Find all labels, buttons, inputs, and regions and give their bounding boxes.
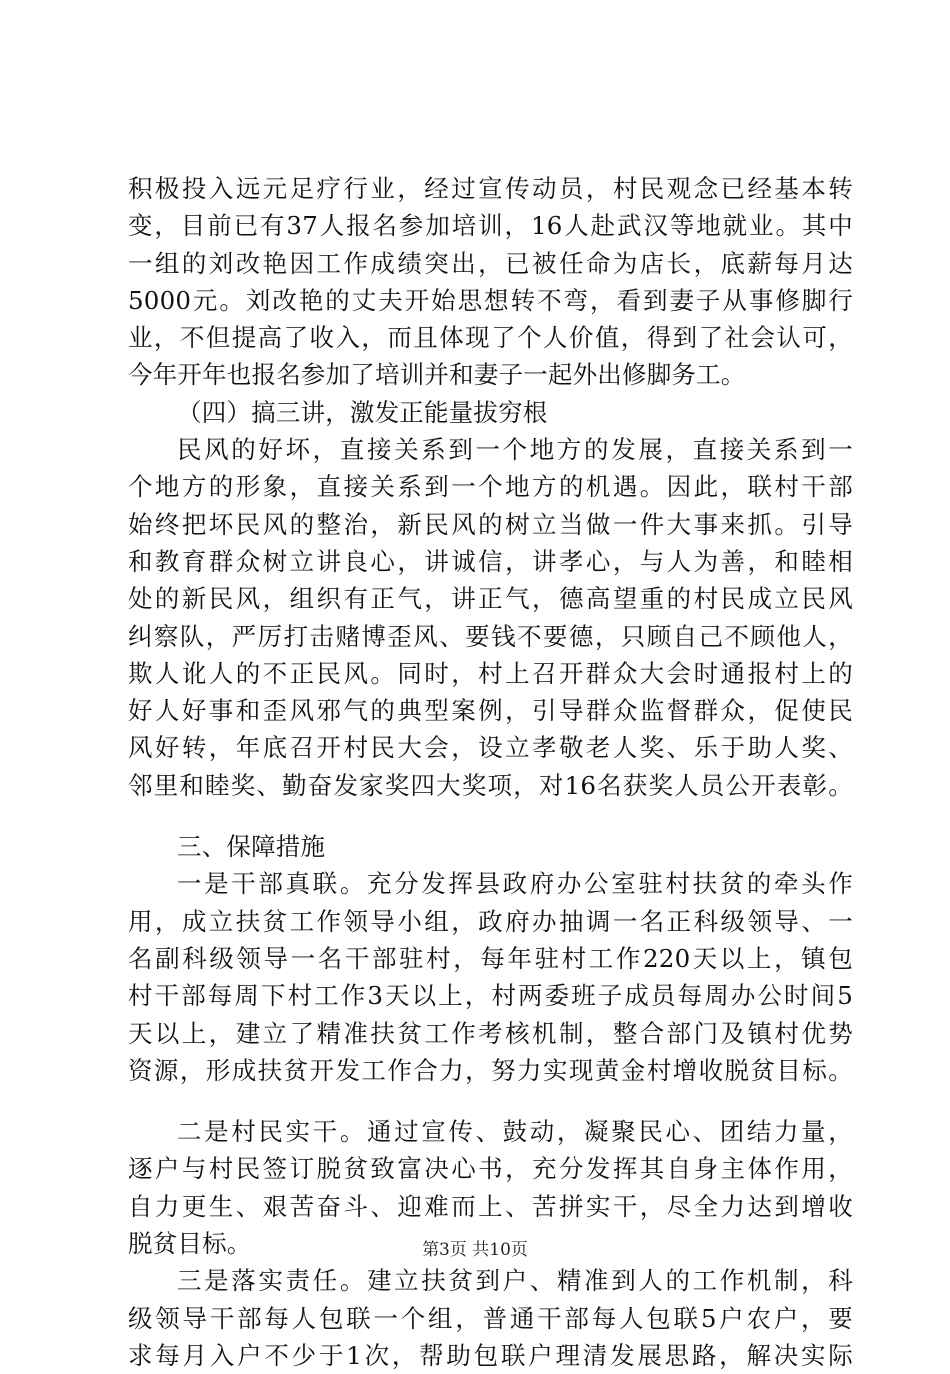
text-line: 好人好事和歪风邪气的典型案例，引导群众监督群众，促使民 <box>128 696 853 726</box>
text-line: 邻里和睦奖、勤奋发家奖四大奖项，对16名获奖人员公开表彰。 <box>128 770 853 800</box>
section-heading: （四）搞三讲，激发正能量拔穷根 <box>177 397 548 427</box>
text-line: 变，目前已有37人报名参加培训，16人赴武汉等地就业。其中 <box>128 211 853 241</box>
text-line: 村干部每周下村工作3天以上，村两委班子成员每周办公时间5 <box>128 981 853 1011</box>
text-line: 纠察队，严厉打击赌博歪风、要钱不要德，只顾自己不顾他人， <box>128 621 853 651</box>
page-footer: 第3页 共10页 <box>422 1240 528 1260</box>
text-line: 积极投入远元足疗行业，经过宣传动员，村民观念已经基本转 <box>128 174 853 203</box>
text-line: 欺人讹人的不正民风。同时，村上召开群众大会时通报村上的 <box>128 658 853 688</box>
text-line: 一组的刘改艳因工作成绩突出，已被任命为店长，底薪每月达 <box>128 248 853 278</box>
text-line: 风好转，年底召开村民大会，设立孝敬老人奖、乐于助人奖、 <box>128 733 853 763</box>
paragraph-gap <box>128 1089 853 1113</box>
text-line: 处的新民风，组织有正气，讲正气，德高望重的村民成立民风 <box>128 584 853 614</box>
text-line: 民风的好坏，直接关系到一个地方的发展，直接关系到一 <box>177 435 853 465</box>
text-line: 名副科级领导一名干部驻村，每年驻村工作220天以上，镇包 <box>128 943 853 973</box>
text-line: 求每月入户不少于1次，帮助包联户理清发展思路，解决实际 <box>128 1340 853 1370</box>
document-body <box>128 170 853 1374</box>
text-line: 逐户与村民签订脱贫致富决心书，充分发挥其自身主体作用， <box>128 1154 853 1184</box>
text-line: 级领导干部每人包联一个组，普通干部每人包联5户农户，要 <box>128 1303 853 1333</box>
text-line: 资源，形成扶贫开发工作合力，努力实现黄金村增收脱贫目标。 <box>128 1055 853 1085</box>
section-heading: 三、保障措施 <box>177 832 326 862</box>
text-line: 始终把坏民风的整治，新民风的树立当做一件大事来抓。引导 <box>128 509 853 539</box>
text-line: 个地方的形象，直接关系到一个地方的机遇。因此，联村干部 <box>128 472 853 502</box>
text-line: 一是干部真联。充分发挥县政府办公室驻村扶贫的牵头作 <box>177 869 853 899</box>
text-line: 用，成立扶贫工作领导小组，政府办抽调一名正科级领导、一 <box>128 906 853 936</box>
text-line: 今年开年也报名参加了培训并和妻子一起外出修脚务工。 <box>128 360 746 390</box>
paragraph-gap <box>128 804 853 828</box>
text-line: 二是村民实干。通过宣传、鼓动，凝聚民心、团结力量， <box>177 1117 853 1147</box>
text-line: 业，不但提高了收入，而且体现了个人价值，得到了社会认可， <box>128 323 853 353</box>
text-line: 5000元。刘改艳的丈夫开始思想转不弯，看到妻子从事修脚行 <box>128 285 853 315</box>
text-line: 三是落实责任。建立扶贫到户、精准到人的工作机制，科 <box>177 1266 853 1296</box>
text-line: 和教育群众树立讲良心，讲诚信，讲孝心，与人为善，和睦相 <box>128 546 853 576</box>
text-line: 脱贫目标。 <box>128 1229 252 1259</box>
text-line: 天以上，建立了精准扶贫工作考核机制，整合部门及镇村优势 <box>128 1018 853 1048</box>
text-line: 自力更生、艰苦奋斗、迎难而上、苦拼实干，尽全力达到增收 <box>128 1191 853 1221</box>
